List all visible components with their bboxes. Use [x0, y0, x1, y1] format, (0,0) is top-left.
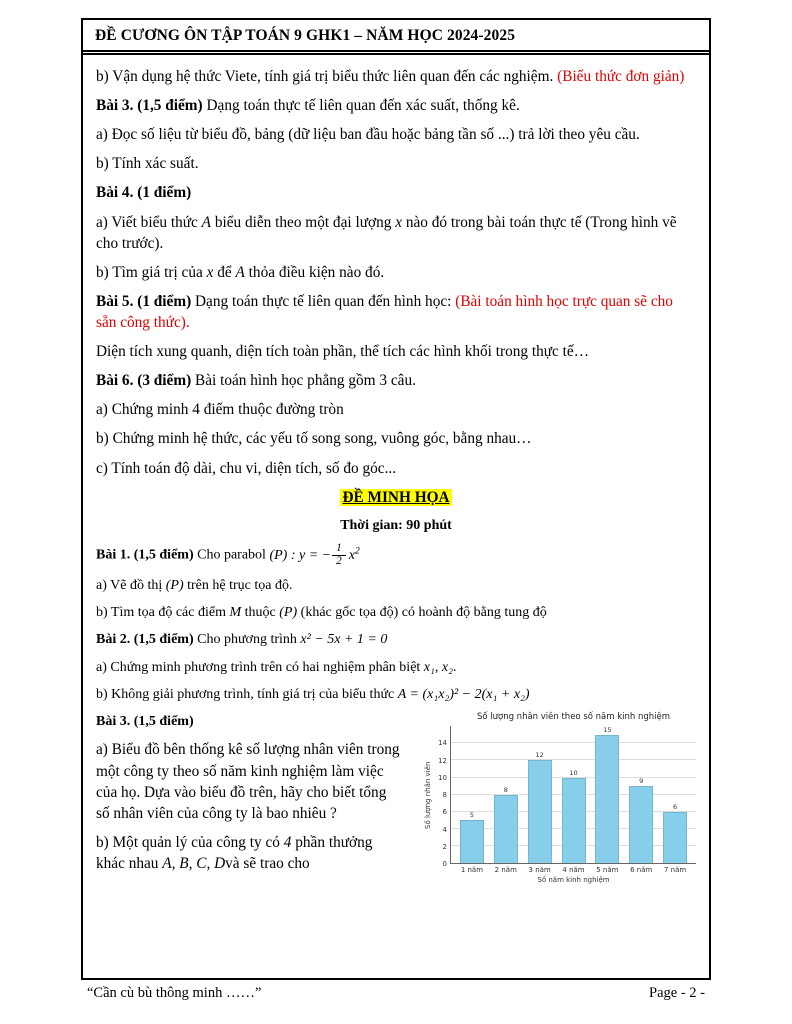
bai3-section: [96, 712, 696, 884]
paragraph: [96, 95, 696, 116]
text-run: Bài 3. (1,5 điểm): [96, 714, 194, 730]
y-tick-label: 8: [442, 791, 447, 800]
text-run: (P): [279, 604, 298, 620]
bar-value-label: 8: [503, 785, 508, 794]
fraction: [332, 543, 346, 568]
y-tick-label: 14: [438, 739, 447, 748]
x-tick-label: 6 năm: [630, 866, 653, 875]
text-run: a) Viết biểu thức: [96, 213, 202, 231]
page-content: [83, 55, 709, 978]
chart-title: Số lượng nhân viên theo số năm kinh nghiệm: [476, 712, 671, 723]
y-tick-label: 4: [442, 825, 447, 834]
footer-quote: “Cần cù bù thông minh ……”: [87, 985, 262, 1001]
section-demo: [96, 576, 696, 705]
text-run: x: [348, 547, 355, 563]
paragraph: [96, 291, 696, 333]
paragraph: [96, 458, 696, 479]
section-review: [96, 66, 696, 535]
text-run: (P): [165, 577, 184, 593]
x-tick-label: 3 năm: [528, 866, 551, 875]
bar-value-label: 12: [535, 751, 544, 760]
text-run: b) Tính xác suất.: [96, 155, 199, 173]
paragraph: [96, 603, 696, 622]
text-run: Bài toán hình học phẳng gồm 3 câu.: [191, 372, 416, 390]
bar-group: [557, 726, 591, 863]
x-tick-label: 7 năm: [663, 866, 687, 875]
paragraph: [96, 832, 401, 874]
text-run: a) Chứng minh 4 điểm thuộc đường tròn: [96, 401, 344, 419]
paragraph: [96, 262, 696, 283]
text-run: nào đó trong bài toán thực tế (Trong hình vẽ cho trước).: [96, 213, 677, 252]
page-title: ĐỀ CƯƠNG ÔN TẬP TOÁN 9 GHK1 – NĂM HỌC 2024-2025: [95, 27, 516, 44]
bar-group: [590, 726, 624, 863]
text-run: A = (x₁x₂)² − 2(x₁ + x₂): [397, 686, 530, 702]
x-tick-label: 1 năm: [460, 866, 484, 875]
fraction-numerator: 1: [332, 543, 346, 556]
text-run: a) Đọc số liệu từ biểu đồ, bảng (dữ liệu ban đầu hoặc bảng tần số ...) trả lời theo yêu cầu.: [96, 126, 640, 144]
document-page: [81, 18, 711, 980]
text-run: Cho parabol: [193, 547, 270, 563]
bar-group: [455, 726, 489, 863]
paragraph: [96, 630, 696, 649]
y-tick-label: 6: [442, 808, 447, 817]
text-run: a) Chứng minh phương trình trên có hai nghiệm phân biệt: [96, 659, 424, 675]
paragraph: [96, 712, 401, 731]
paragraph: [96, 66, 696, 87]
bar-group: [489, 726, 523, 863]
text-run: 4: [283, 833, 292, 851]
text-run: Bài 5. (1 điểm): [96, 292, 192, 310]
text-run: Bài 1. (1,5 điểm): [96, 547, 194, 563]
page-footer: [81, 985, 711, 1002]
paragraph: [96, 370, 696, 391]
bar-chart: [424, 712, 696, 884]
text-run: A: [235, 263, 245, 281]
paragraph: [96, 182, 696, 203]
bar-value-label: 6: [673, 802, 678, 811]
bar-value-label: 15: [603, 726, 612, 735]
text-run: trên hệ trục tọa độ.: [183, 577, 293, 593]
text-run: Bài 2. (1,5 điểm): [96, 632, 194, 648]
paragraph: [96, 487, 696, 508]
text-run: (Bài toán hình học trực quan sẽ cho sẵn công thức).: [96, 292, 673, 331]
paragraph: [96, 658, 696, 677]
bar: [460, 820, 484, 863]
text-run: Cho phương trình: [193, 632, 301, 648]
y-tick-label: 12: [438, 756, 447, 765]
text-run: Thời gian: 90 phút: [340, 517, 452, 533]
paragraph: [96, 341, 696, 362]
paragraph: [96, 516, 696, 535]
text-run: b) Không giải phương trình, tính giá trị của biểu thức: [96, 686, 398, 702]
chart-column: [407, 712, 696, 884]
text-run: A, B, C, D: [162, 854, 226, 872]
text-run: x₁, x₂: [423, 659, 453, 675]
bar: [595, 735, 619, 863]
text-run: Bài 3. (1,5 điểm): [96, 97, 203, 115]
text-run: để: [213, 263, 236, 281]
text-run: biểu diễn theo một đại lượng: [211, 213, 396, 231]
bar-group: [523, 726, 557, 863]
text-run: c) Tính toán độ dài, chu vi, diện tích, số đo góc...: [96, 459, 397, 477]
y-axis-label: Số lượng nhân viên: [424, 761, 432, 829]
text-run: thỏa điều kiện nào đó.: [244, 263, 385, 281]
paragraph: [96, 576, 696, 595]
text-run: x² − 5x + 1 = 0: [300, 632, 388, 648]
text-run: a) Biểu đồ bên thống kê số lượng nhân viên trong một công ty theo số năm kinh nghiệm làm việc của họ. Dựa vào biểu đồ trên, hãy cho biết tổng số nhân viên của công ty là bao nhiêu ?: [96, 741, 400, 822]
y-tick-label: 2: [442, 842, 447, 851]
paragraph: [96, 212, 696, 254]
text-run: (khác gốc tọa độ) có hoành độ bằng tung độ: [297, 604, 547, 620]
y-tick-label: 0: [442, 860, 447, 869]
bar-value-label: 5: [469, 811, 474, 820]
text-run: (P) : y = −: [269, 547, 332, 563]
paragraph-bai1: [96, 543, 696, 568]
text-run: x: [206, 263, 214, 281]
text-run: Diện tích xung quanh, diện tích toàn phần, thể tích các hình khối trong thực tế…: [96, 343, 589, 361]
bar: [494, 795, 518, 864]
text-run: Bài 6. (3 điểm): [96, 372, 192, 390]
text-run: M: [229, 604, 242, 620]
page-number: Page - 2 -: [649, 985, 705, 1001]
paragraph: [96, 399, 696, 420]
text-run: b) Tìm giá trị của: [96, 263, 207, 281]
parabola-formula: [269, 542, 360, 567]
bars-row: [451, 726, 696, 863]
text-run: b) Vận dụng hệ thức Viete, tính giá trị biểu thức liên quan đến các nghiệm.: [96, 68, 558, 85]
bai3-text: [96, 712, 401, 884]
exponent: 2: [354, 544, 360, 556]
paragraph: [96, 739, 401, 823]
bar: [663, 812, 687, 863]
bar-value-label: 10: [569, 768, 578, 777]
fraction-denominator: 2: [336, 554, 342, 567]
text-run: b) Chứng minh hệ thức, các yếu tố song song, vuông góc, bằng nhau…: [96, 430, 532, 448]
bar: [562, 778, 586, 864]
x-axis-ticks: [451, 864, 696, 874]
chart-body: [424, 726, 696, 869]
bar-value-label: 9: [639, 777, 644, 786]
paragraph: [96, 153, 696, 174]
bar-group: [658, 726, 692, 863]
x-tick-label: 4 năm: [562, 866, 585, 875]
text-run: b) Một quản lý của công ty có: [96, 833, 284, 851]
x-axis-label: Số năm kinh nghiệm: [537, 876, 610, 885]
bar: [528, 760, 552, 863]
text-run: A: [201, 213, 211, 231]
bar: [629, 786, 653, 863]
text-run: ĐỀ MINH HỌA: [342, 488, 450, 506]
y-axis-ticks: [435, 726, 450, 869]
page-header: [83, 20, 709, 55]
y-tick-label: 10: [438, 773, 447, 782]
paragraph: [96, 428, 696, 449]
plot-area: [450, 726, 696, 864]
paragraph: [96, 685, 696, 704]
text-run: a) Vẽ đồ thị: [96, 577, 166, 593]
text-run: x: [395, 213, 402, 231]
text-run: Dạng toán thực tế liên quan đến xác suất, thống kê.: [202, 97, 520, 115]
text-run: và sẽ trao cho: [225, 854, 310, 872]
x-tick-label: 2 năm: [494, 866, 517, 875]
text-run: b) Tìm tọa độ các điểm: [96, 604, 230, 620]
text-run: .: [452, 659, 457, 675]
text-run: (Biểu thức đơn giản): [557, 68, 685, 85]
x-tick-label: 5 năm: [596, 866, 619, 875]
text-run: phần thưởng khác nhau: [96, 833, 373, 872]
text-run: Dạng toán thực tế liên quan đến hình học:: [191, 292, 456, 310]
text-run: Bài 4. (1 điểm): [96, 184, 192, 202]
paragraph: [96, 124, 696, 145]
bar-group: [624, 726, 658, 863]
text-run: thuộc: [241, 604, 280, 620]
